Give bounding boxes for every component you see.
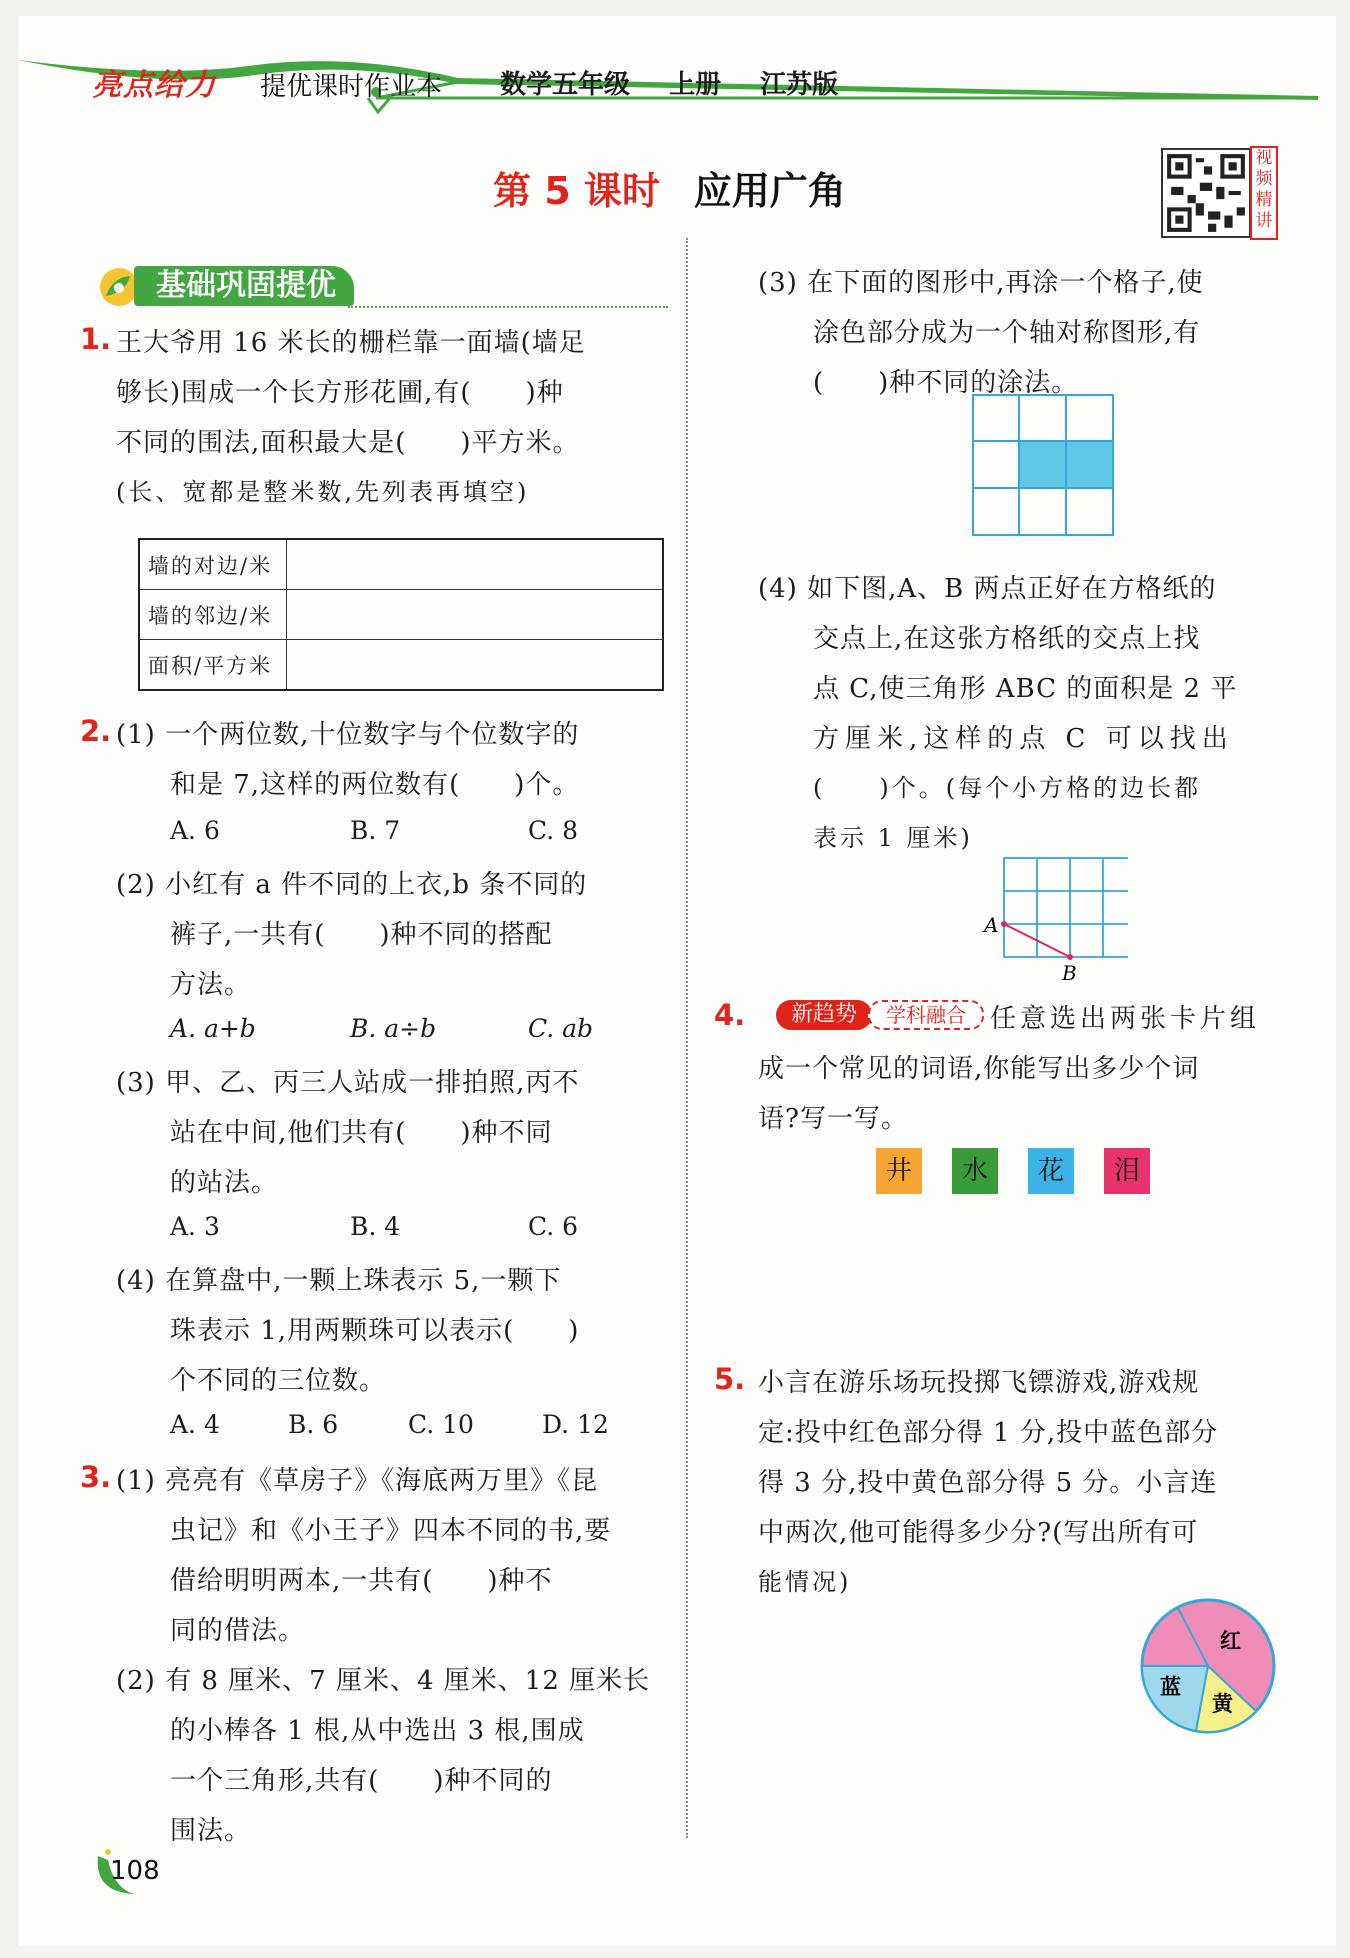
point-b-label: B — [1062, 961, 1077, 984]
q1-line-1: 王大爷用 16 米长的栅栏靠一面墙(墙足 — [116, 328, 586, 358]
option[interactable]: C. 10 — [408, 1410, 474, 1439]
answer-cell[interactable] — [287, 590, 664, 640]
row-label: 墙的邻边/米 — [139, 590, 287, 640]
q2-p3-line-2: 站在中间,他们共有( )种不同 — [170, 1118, 553, 1148]
q2-p2-line-2: 裤子,一共有( )种不同的搭配 — [170, 920, 553, 950]
q1-line-3: 不同的围法,面积最大是( )平方米。 — [116, 428, 580, 458]
q3-p2-line-4: 围法。 — [170, 1816, 252, 1846]
word-card[interactable]: 井 — [876, 1148, 922, 1194]
series-name: 提优课时作业本 — [260, 72, 443, 102]
option[interactable]: C. 8 — [528, 816, 579, 845]
q2-number: 2. — [80, 714, 112, 748]
blue-label: 蓝 — [1160, 1675, 1181, 1699]
q2-p2-line-1: (2) 小红有 a 件不同的上衣,b 条不同的 — [116, 870, 588, 900]
r-p4-line-2: 交点上,在这张方格纸的交点上找 — [813, 624, 1201, 654]
q5-number: 5. — [714, 1362, 746, 1396]
q2-p3-line-1: (3) 甲、乙、丙三人站成一排拍照,丙不 — [116, 1068, 580, 1098]
row-label: 墙的对边/米 — [139, 539, 287, 590]
lesson-topic: 应用广角 — [693, 169, 846, 213]
word-card[interactable]: 花 — [1028, 1148, 1074, 1194]
r-p4-line-6: 表示 1 厘米) — [813, 824, 973, 852]
q3-p1-line-3: 借给明明两本,一共有( )种不 — [170, 1566, 553, 1596]
volume: 上册 — [669, 70, 722, 100]
column-divider — [686, 238, 688, 1838]
subject-fusion-tag: 学科融合 — [868, 1000, 984, 1030]
q5-line-5: 能情况) — [758, 1568, 852, 1596]
red-label: 红 — [1220, 1629, 1241, 1653]
q3-p1-line-1: (1) 亮亮有《草房子》《海底两万里》《昆 — [116, 1466, 599, 1496]
option[interactable]: B. 7 — [350, 816, 401, 845]
option[interactable]: B. 4 — [350, 1212, 401, 1241]
q3-p2-line-2: 的小棒各 1 根,从中选出 3 根,围成 — [170, 1716, 585, 1746]
q2-p3-line-3: 的站法。 — [170, 1168, 279, 1198]
table-row — [139, 640, 663, 691]
q3-p1-line-4: 同的借法。 — [170, 1616, 306, 1646]
q1-table — [138, 538, 664, 691]
edition: 江苏版 — [760, 70, 839, 100]
q4-line-3: 语?写一写。 — [758, 1104, 908, 1134]
q4-line-1: 任意选出两张卡片组 — [990, 1004, 1261, 1034]
option[interactable]: B. 6 — [288, 1410, 339, 1439]
option[interactable]: A. 3 — [170, 1212, 220, 1241]
option[interactable]: C. 6 — [528, 1212, 579, 1241]
q5-line-4: 中两次,他可能得多少分?(写出所有可 — [758, 1518, 1199, 1548]
section-title: 基础巩固提优 — [134, 266, 354, 306]
option[interactable]: A. 4 — [170, 1410, 220, 1439]
q3-p1-line-2: 虫记》和《小王子》四本不同的书,要 — [170, 1516, 612, 1546]
q1-line-4: (长、宽都是整米数,先列表再填空) — [116, 478, 530, 506]
q5-line-3: 得 3 分,投中黄色部分得 5 分。小言连 — [758, 1468, 1218, 1498]
option[interactable]: A. a+b — [170, 1014, 256, 1043]
option[interactable]: D. 12 — [542, 1410, 609, 1439]
section-underline — [348, 306, 668, 308]
dartboard[interactable] — [1138, 1596, 1278, 1736]
r-p3-line-2: 涂色部分成为一个轴对称图形,有 — [813, 318, 1201, 348]
q2-p2-line-3: 方法。 — [170, 970, 252, 1000]
option[interactable]: B. a÷b — [350, 1014, 437, 1043]
word-card[interactable]: 泪 — [1104, 1148, 1150, 1194]
section-badge — [98, 262, 428, 308]
r-p3-line-3: ( )种不同的涂法。 — [813, 368, 1079, 398]
r-p4-line-5: ( )个。(每个小方格的边长都 — [813, 774, 1202, 802]
workbook-page — [18, 16, 1336, 1946]
lesson-number: 第 5 课时 — [493, 169, 660, 213]
row-label: 面积/平方米 — [139, 640, 287, 691]
r-p4-line-3: 点 C,使三角形 ABC 的面积是 2 平 — [813, 674, 1238, 704]
q2-p1-line-1: (1) 一个两位数,十位数字与个位数字的 — [116, 720, 580, 750]
q2-p1-line-2: 和是 7,这样的两位数有( )个。 — [170, 770, 580, 800]
q2-p4-line-1: (4) 在算盘中,一颗上珠表示 5,一颗下 — [116, 1266, 562, 1296]
q4-line-2: 成一个常见的词语,你能写出多少个词 — [758, 1054, 1200, 1084]
q1-number: 1. — [80, 322, 112, 356]
q5-line-2: 定:投中红色部分得 1 分,投中蓝色部分 — [758, 1418, 1219, 1448]
video-tag[interactable]: 视频精讲 — [1250, 146, 1278, 240]
yellow-label: 黄 — [1212, 1692, 1233, 1716]
qr-code-icon[interactable] — [1161, 148, 1251, 238]
r-p4-line-1: (4) 如下图,A、B 两点正好在方格纸的 — [758, 574, 1217, 604]
new-trend-tag: 新趋势 — [776, 1000, 872, 1030]
q1-line-2: 够长)围成一个长方形花圃,有( )种 — [116, 378, 564, 408]
page-title — [493, 160, 846, 215]
q2-p4-line-2: 珠表示 1,用两颗珠可以表示( ) — [170, 1316, 580, 1346]
word-card[interactable]: 水 — [952, 1148, 998, 1194]
q3-p2-line-3: 一个三角形,共有( )种不同的 — [170, 1766, 553, 1796]
subject: 数学五年级 — [500, 70, 631, 100]
answer-cell[interactable] — [287, 539, 664, 590]
r-p3-line-1: (3) 在下面的图形中,再涂一个格子,使 — [758, 268, 1204, 298]
points-grid[interactable] — [968, 854, 1128, 984]
table-row — [139, 590, 663, 640]
page-number: 108 — [110, 1856, 160, 1886]
symmetry-grid[interactable] — [972, 394, 1114, 536]
q5-line-1: 小言在游乐场玩投掷飞镖游戏,游戏规 — [758, 1368, 1200, 1398]
book-info — [500, 64, 868, 101]
brand-logo: 亮点给力 — [92, 68, 216, 103]
option[interactable]: C. ab — [528, 1014, 594, 1043]
point-a-label: A — [984, 913, 999, 937]
q4-number: 4. — [714, 998, 746, 1032]
r-p4-line-4: 方厘米,这样的点 C 可以找出 — [813, 724, 1234, 754]
q3-p2-line-1: (2) 有 8 厘米、7 厘米、4 厘米、12 厘米长 — [116, 1666, 651, 1696]
q2-p4-line-3: 个不同的三位数。 — [170, 1366, 387, 1396]
q3-number: 3. — [80, 1460, 112, 1494]
answer-cell[interactable] — [287, 640, 664, 691]
option[interactable]: A. 6 — [170, 816, 220, 845]
table-row — [139, 539, 663, 590]
